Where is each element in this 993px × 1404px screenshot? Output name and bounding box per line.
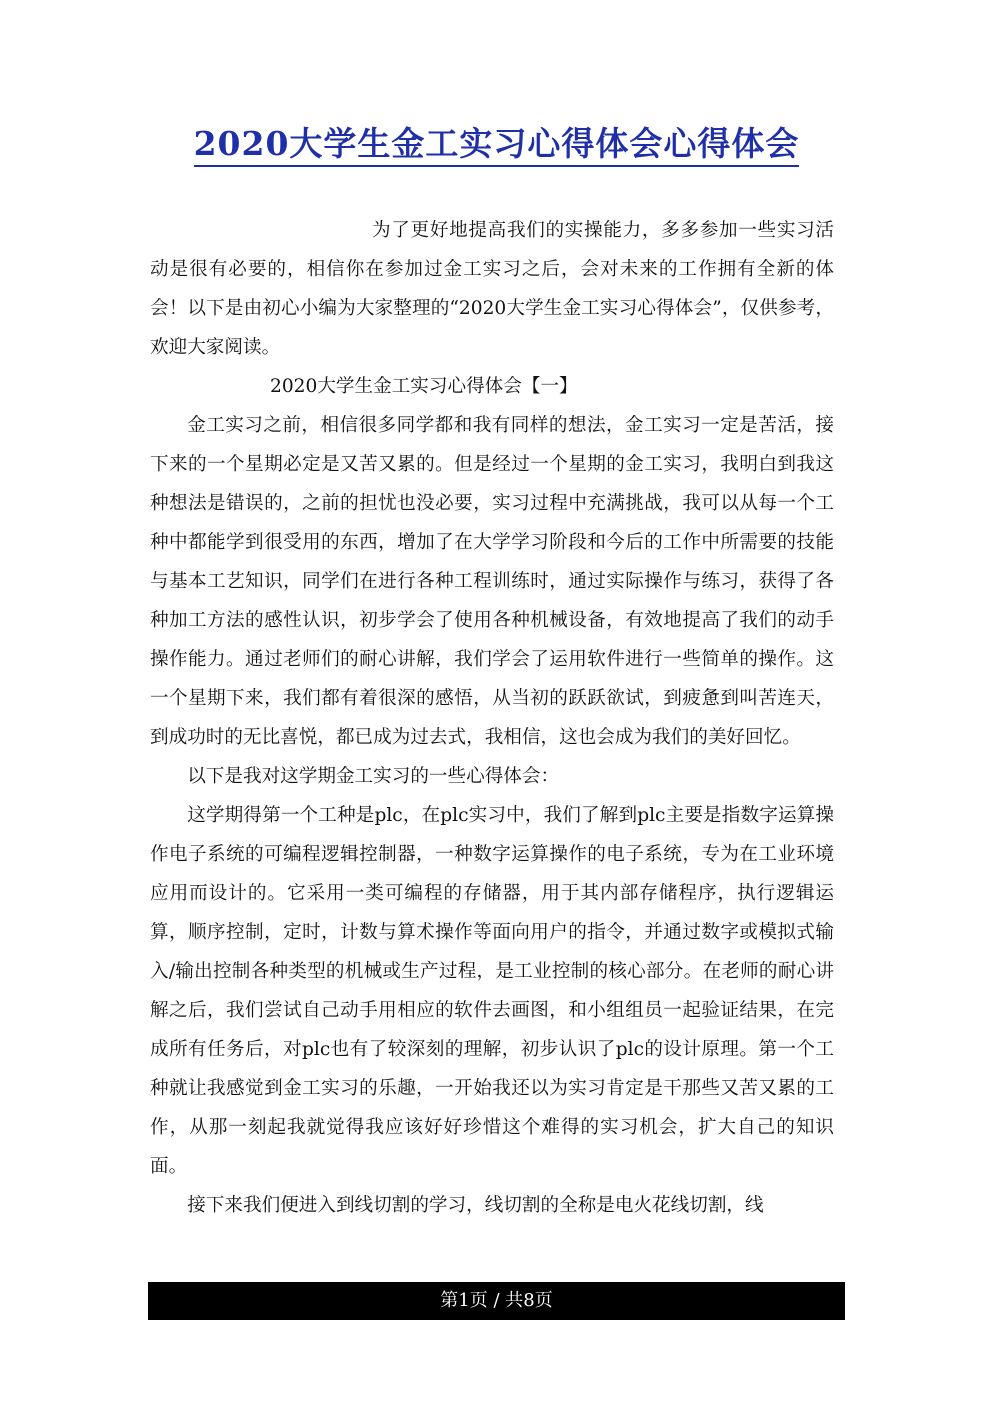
document-title-text: 2020大学生金工实习心得体会心得体会 [194, 124, 800, 167]
document-title [120, 122, 873, 166]
document-body [150, 211, 834, 1225]
paragraph-3: 这学期得第一个工种是plc，在plc实习中，我们了解到plc主要是指数字运算操作电子系统的可编程逻辑控制器，一种数字运算操作的电子系统，专为在工业环境应用而设计的。它采用一类可编程的存储器，用于其内部存储程序，执行逻辑运算，顺序控制，定时，计数与算术操作等面向用户的指令，并通过数字或模拟式输入/输出控制各种类型的机械或生产过程，是工业控制的核心部分。在老师的耐心讲解之后，我们尝试自己动手用相应的软件去画图，和小组组员一起验证结果，在完成所有任务后，对plc也有了较深刻的理解，初步认识了plc的设计原理。第一个工种就让我感觉到金工实习的乐趣，一开始我还以为实习肯定是干那些又苦又累的工作，从那一刻起我就觉得我应该好好珍惜这个难得的实习机会，扩大自己的知识面。 [150, 805, 834, 1177]
intro-paragraph: 为了更好地提高我们的实操能力，多多参加一些实习活动是很有必要的，相信你在参加过金工实习之后，会对未来的工作拥有全新的体会！以下是由初心小编为大家整理的“2020大学生金工实习心得体会”，仅供参考，欢迎大家阅读。 [150, 220, 834, 358]
section-heading: 2020大学生金工实习心得体会【一】 [270, 376, 578, 397]
paragraph-1: 金工实习之前，相信很多同学都和我有同样的想法，金工实习一定是苦活，接下来的一个星期必定是又苦又累的。但是经过一个星期的金工实习，我明白到我这种想法是错误的，之前的担忧也没必要，实习过程中充满挑战，我可以从每一个工种中都能学到很受用的东西，增加了在大学学习阶段和今后的工作中所需要的技能与基本工艺知识，同学们在进行各种工程训练时，通过实际操作与练习，获得了各种加工方法的感性认识，初步学会了使用各种机械设备，有效地提高了我们的动手操作能力。通过老师们的耐心讲解，我们学会了运用软件进行一些简单的操作。这一个星期下来，我们都有着很深的感悟，从当初的跃跃欲试，到疲惫到叫苦连天，到成功时的无比喜悦，都已成为过去式，我相信，这也会成为我们的美好回忆。 [150, 415, 834, 748]
page-footer [148, 1282, 845, 1320]
paragraph-2: 以下是我对这学期金工实习的一些心得体会： [187, 766, 560, 787]
paragraph-4: 接下来我们便进入到线切割的学习，线切割的全称是电火花线切割，线 [187, 1195, 764, 1216]
page-number: 第1页 / 共8页 [440, 1290, 553, 1311]
